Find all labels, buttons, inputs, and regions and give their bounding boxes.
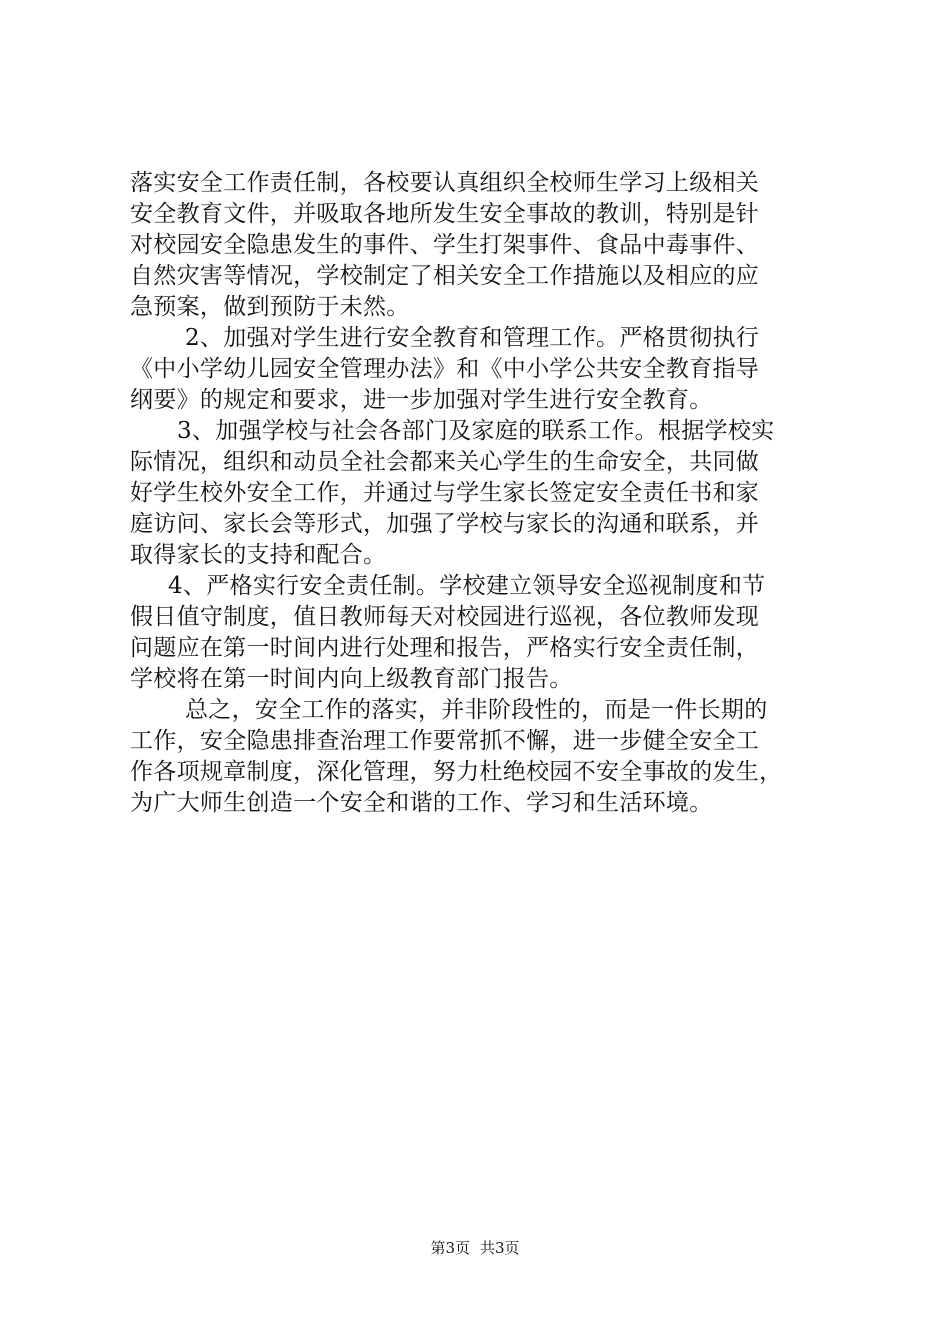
text-line: 自然灾害等情况，学校制定了相关安全工作措施以及相应的应: [130, 263, 760, 289]
text-line: 为广大师生创造一个安全和谐的工作、学习和生活环境。: [130, 790, 713, 816]
text-line: 取得家长的支持和配合。: [130, 542, 387, 568]
text-line: 学校将在第一时间内向上级教育部门报告。: [130, 666, 573, 692]
text-line: 好学生校外安全工作，并通过与学生家长签定安全责任书和家: [130, 480, 760, 506]
text-line: 庭访问、家长会等形式，加强了学校与家长的沟通和联系，并: [130, 511, 760, 537]
text-line: 对校园安全隐患发生的事件、学生打架事件、食品中毒事件、: [130, 232, 760, 258]
text-line: 《中小学幼儿园安全管理办法》和《中小学公共安全教育指导: [130, 356, 760, 382]
text-line: 纲要》的规定和要求，进一步加强对学生进行安全教育。: [130, 387, 713, 413]
paragraph-2-first-line: 2、加强对学生进行安全教育和管理工作。严格贯彻执行: [185, 325, 760, 351]
page-footer: [0, 1238, 950, 1258]
page-number: 第3页: [430, 1239, 470, 1257]
text-line: 急预案，做到预防于未然。: [130, 294, 410, 320]
paragraph-3-first-line: 3、加强学校与社会各部门及家庭的联系工作。根据学校实: [177, 418, 775, 444]
paragraph-5-first-line: 总之，安全工作的落实，并非阶段性的，而是一件长期的: [185, 697, 768, 723]
text-line: 际情况，组织和动员全社会都来关心学生的生命安全，共同做: [130, 449, 760, 475]
text-line: 安全教育文件，并吸取各地所发生安全事故的教训，特别是针: [130, 201, 760, 227]
page-total: 共3页: [480, 1239, 520, 1257]
text-line: 落实安全工作责任制，各校要认真组织全校师生学习上级相关: [130, 170, 760, 196]
text-line: 工作，安全隐患排查治理工作要常抓不懈，进一步健全安全工: [130, 728, 760, 754]
text-line: 假日值守制度，值日教师每天对校园进行巡视，各位教师发现: [130, 604, 760, 630]
paragraph-4-first-line: 4、严格实行安全责任制。学校建立领导安全巡视制度和节: [168, 573, 766, 599]
text-line: 作各项规章制度，深化管理，努力杜绝校园不安全事故的发生，: [130, 759, 783, 785]
document-body: [130, 168, 830, 819]
text-line: 问题应在第一时间内进行处理和报告，严格实行安全责任制，: [130, 635, 760, 661]
